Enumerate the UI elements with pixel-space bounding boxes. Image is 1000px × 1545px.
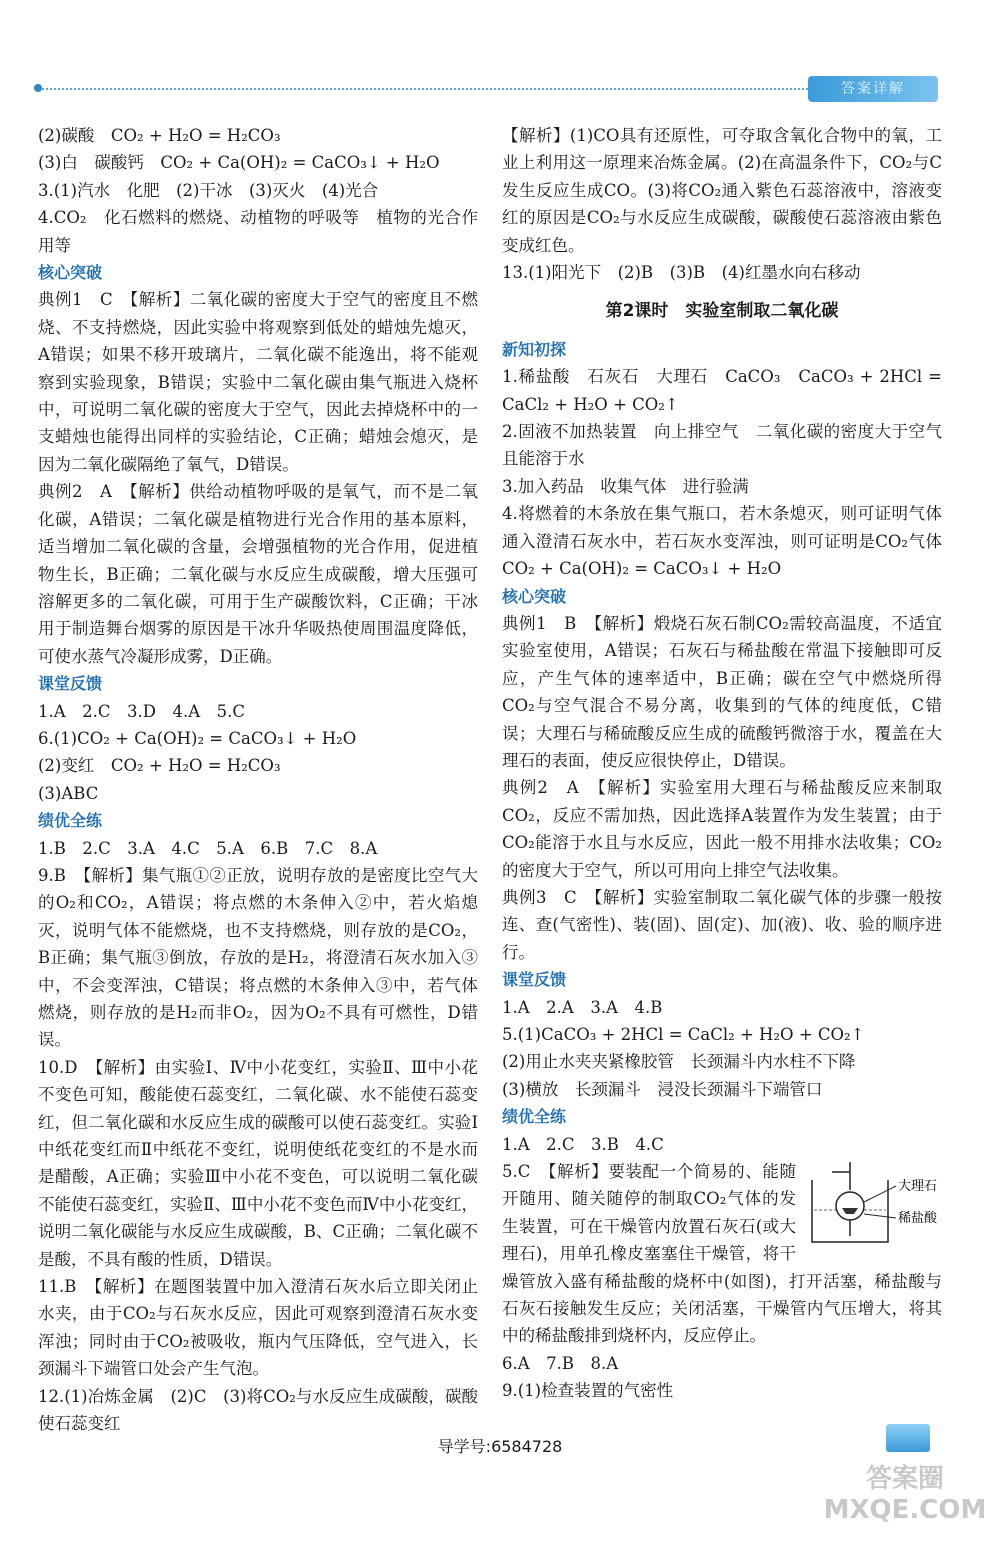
answer-paragraph: (2)变红 CO₂ + H₂O = H₂CO₃ bbox=[38, 756, 281, 776]
answer-paragraph: 典例3 C 【解析】实验室制取二氧化碳气体的步骤一般按连、查(气密性)、装(固)、固(定)、加(液)、收、验的顺序进行。 bbox=[502, 887, 942, 962]
answer-paragraph: 典例2 A 【解析】实验室用大理石与稀盐酸反应来制取CO₂，反应不需加热，因此选择A装置作为发生装置；由于CO₂能溶于水且与水反应，因此一般不用排水法收集；CO₂的密度大于空气，所以可用向上排空气法收集。 bbox=[502, 778, 942, 880]
answer-paragraph: 6.A 7.B 8.A bbox=[502, 1353, 619, 1373]
answer-paragraph: 1.A 2.C 3.D 4.A 5.C bbox=[38, 701, 246, 721]
right-column bbox=[502, 122, 959, 1405]
header-tab: 答案详解 bbox=[808, 76, 938, 102]
section-heading: 课堂反馈 bbox=[502, 970, 567, 990]
answer-paragraph: (3)横放 长颈漏斗 浸没长颈漏斗下端管口 bbox=[502, 1079, 823, 1099]
answer-paragraph: 6.(1)CO₂ + Ca(OH)₂ = CaCO₃↓ + H₂O bbox=[38, 728, 357, 748]
answer-paragraph: 4.CO₂ 化石燃料的燃烧、动植物的呼吸等 植物的光合作用等 bbox=[38, 208, 478, 255]
left-column bbox=[38, 122, 478, 1438]
header-rule-dot bbox=[34, 84, 42, 92]
answer-paragraph: 13.(1)阳光下 (2)B (3)B (4)红墨水向右移动 bbox=[502, 263, 861, 283]
answer-paragraph: 5.C 【解析】要装配一个简易的、能随开随用、随关随停的制取CO₂气体的发生装置，可在干燥管内放置石灰石(或大理石)，用单孔橡皮塞塞住干燥管，将干燥管放入盛有稀盐酸的烧杯中(如图)，打开活塞，稀盐酸与石灰石接触发生反应；关闭活塞，干燥管内气压增大，将其中的稀盐酸排到烧杯内，反应停止。 bbox=[502, 1162, 942, 1346]
lesson-title: 第2课时 实验室制取二氧化碳 bbox=[605, 301, 839, 322]
answer-paragraph: 10.D 【解析】由实验Ⅰ、Ⅳ中小花变红，实验Ⅱ、Ⅲ中小花不变色可知，酸能使石蕊变红，二氧化碳、水不能使石蕊变红，但二氧化碳和水反应生成的碳酸可以使石蕊变红。实验Ⅰ中纸花变红而Ⅱ中纸花不变红，说明使纸花变红的不是水而是醋酸，A正确；实验Ⅲ中小花不变色，可以说明二氧化碳不能使石蕊变红，实验Ⅱ、Ⅲ中小花不变色而Ⅳ中小花变红，说明二氧化碳能与水反应生成碳酸，B、C正确；二氧化碳不是酸，不具有酸的性质，D错误。 bbox=[38, 1057, 478, 1269]
answer-paragraph: 9.(1)检查装置的气密性 bbox=[502, 1381, 674, 1401]
answer-paragraph: 【解析】(1)CO具有还原性，可夺取含氧化合物中的氧，工业上利用这一原理来冶炼金属。(2)在高温条件下，CO₂与C发生反应生成CO。(3)将CO₂通入紫色石蕊溶液中，溶液变红的原因是CO₂与水反应生成碳酸，碳酸使石蕊溶液由紫色变成红色。 bbox=[502, 126, 942, 255]
section-heading: 核心突破 bbox=[502, 586, 567, 606]
answer-paragraph: 1.稀盐酸 石灰石 大理石 CaCO₃ CaCO₃ + 2HCl = CaCl₂ + H₂O + CO₂↑ bbox=[502, 367, 942, 414]
section-heading: 绩优全练 bbox=[502, 1107, 567, 1127]
leader-line-top bbox=[864, 1186, 896, 1202]
answer-paragraph: (2)用止水夹夹紧橡胶管 长颈漏斗内水柱不下降 bbox=[502, 1052, 856, 1072]
header-dotted-rule bbox=[38, 88, 808, 90]
answer-paragraph: 9.B 【解析】集气瓶①②正放，说明存放的是密度比空气大的O₂和CO₂，A错误；将点燃的木条伸入②中，若火焰熄灭，说明气体不能燃烧，也不支持燃烧，则存放的是CO₂，B正确；集气瓶③倒放，存放的是H₂，将澄清石灰水加入③中，不会变浑浊，C错误；将点燃的木条伸入③中，若气体燃烧，则存放的是H₂而非O₂，因为O₂不具有可燃性，D错误。 bbox=[38, 865, 478, 1050]
drying-tube-bulb bbox=[836, 1192, 864, 1220]
answer-paragraph: 3.(1)汽水 化肥 (2)干冰 (3)灭火 (4)光合 bbox=[38, 180, 379, 200]
apparatus-diagram bbox=[802, 1160, 942, 1246]
tube-stopcock bbox=[832, 1162, 850, 1190]
answer-paragraph: (3)ABC bbox=[38, 783, 99, 803]
section-heading: 新知初探 bbox=[502, 339, 567, 359]
figure-label-top: 大理石 bbox=[898, 1179, 938, 1195]
answer-paragraph: 5.(1)CaCO₃ + 2HCl = CaCl₂ + H₂O + CO₂↑ bbox=[502, 1025, 865, 1044]
answer-paragraph: 1.A 2.C 3.B 4.C bbox=[502, 1134, 664, 1154]
answer-paragraph: 3.加入药品 收集气体 进行验满 bbox=[502, 476, 749, 496]
leader-line-bottom bbox=[864, 1214, 896, 1218]
answer-paragraph: 典例2 A 【解析】供给动植物呼吸的是氧气，而不是二氧化碳，A错误；二氧化碳是植物进行光合作用的基本原料，适当增加二氧化碳的含量，会增强植物的光合作用，促进植物生长，B正确；二氧化碳与水反应生成碳酸，增大压强可溶解更多的二氧化碳，可用于生产碳酸饮料，C正确；干冰用于制造舞台烟雾的原因是干冰升华吸热使周围温度降低，可使水蒸气冷凝形成雾，D正确。 bbox=[38, 482, 478, 666]
watermark: 答案圈 MXQE.COM bbox=[823, 1464, 987, 1525]
answer-paragraph: (3)白 碳酸钙 CO₂ + Ca(OH)₂ = CaCO₃↓ + H₂O bbox=[38, 153, 440, 173]
answer-with-figure bbox=[502, 1158, 942, 1350]
guide-number: 导学号:6584728 bbox=[437, 1437, 563, 1456]
answer-paragraph: 4.将燃着的木条放在集气瓶口，若木条熄灭，则可证明气体通入澄清石灰水中，若石灰水变浑浊，则可证明是CO₂气体 CO₂ + Ca(OH)₂ = CaCO₃↓ + H₂O bbox=[502, 504, 959, 579]
figure-label-bottom: 稀盐酸 bbox=[898, 1211, 938, 1227]
answer-paragraph: 典例1 C 【解析】二氧化碳的密度大于空气的密度且不燃烧、不支持燃烧，因此实验中将观察到低处的蜡烛先熄灭，A错误；如果不移开玻璃片，二氧化碳不能逸出，将不能观察到实验现象，B错误；实验中二氧化碳由集气瓶进入烧杯中，可说明二氧化碳的密度大于空气，因此去掉烧杯中的一支蜡烛也能得出同样的实验结论，C正确；蜡烛会熄灭，是因为二氧化碳隔绝了氧气，D错误。 bbox=[38, 290, 478, 474]
section-heading: 课堂反馈 bbox=[38, 674, 103, 694]
answer-paragraph: 1.A 2.A 3.A 4.B bbox=[502, 997, 663, 1017]
answer-paragraph: (2)碳酸 CO₂ + H₂O = H₂CO₃ bbox=[38, 126, 281, 145]
section-heading: 绩优全练 bbox=[38, 811, 103, 831]
section-heading: 核心突破 bbox=[38, 263, 103, 283]
answer-paragraph: 1.B 2.C 3.A 4.C 5.A 6.B 7.C 8.A bbox=[38, 838, 378, 858]
answer-paragraph: 2.固液不加热装置 向上排空气 二氧化碳的密度大于空气且能溶于水 bbox=[502, 422, 942, 469]
answer-paragraph: 12.(1)冶炼金属 (2)C (3)将CO₂与水反应生成碳酸，碳酸使石蕊变红 bbox=[38, 1386, 478, 1434]
answer-paragraph: 11.B 【解析】在题图装置中加入澄清石灰水后立即关闭止水夹，由于CO₂与石灰水反应，因此可观察到澄清石灰水变浑浊；同时由于CO₂被吸收，瓶内气压降低，空气进入，长颈漏斗下端管口处会产生气泡。 bbox=[38, 1277, 478, 1379]
answer-paragraph: 典例1 B 【解析】煅烧石灰石制CO₂需较高温度，不适宜实验室使用，A错误；石灰石与稀盐酸在常温下接触即可反应，产生气体的速率适中，B正确；碳在空气中燃烧所得CO₂与空气混合不易分离，收集到的气体的纯度低，C错误；大理石与稀硫酸反应生成的硫酸钙微溶于水，覆盖在大理石的表面，使反应很快停止，D错误。 bbox=[502, 613, 942, 770]
